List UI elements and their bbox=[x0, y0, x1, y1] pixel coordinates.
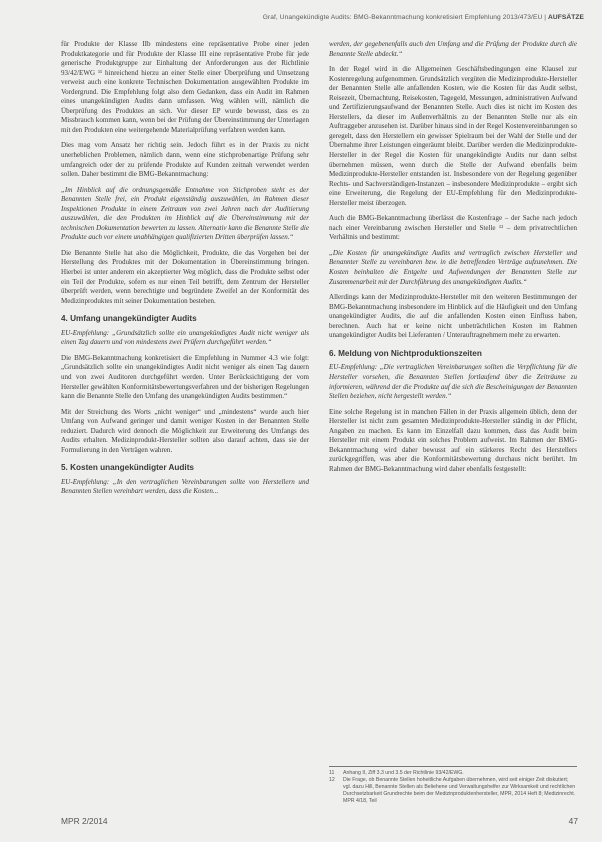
block-quote: EU-Empfehlung: „In den vertraglichen Vereinbarungen sollte von Herstellern und Benannten Stellen vereinbart werden, dass die Kosten... bbox=[61, 477, 309, 496]
left-column bbox=[61, 40, 309, 503]
right-column bbox=[329, 40, 577, 480]
block-quote: EU-Empfehlung: „Die vertraglichen Vereinbarungen sollten die Verpflichtung für die Hersteller vorsehen, die Benannten Stellen fortlaufend über die Zeiträume zu informieren, während der die Produkte auf die sich die Bescheinigungen der Benannten Stellen beziehen, nicht hergestellt werden.“ bbox=[329, 363, 577, 401]
paragraph: Dies mag vom Ansatz her richtig sein. Jedoch führt es in der Praxis zu nicht unerheblichen Problemen, nämlich dann, wenn eine stichprobenartige Prüfung sehr umfangreich oder der zu prüfende Produkte auf Kunden zeitnah verwendet werden sollen. Daher bestimmt die BMG-Bekanntmachung: bbox=[61, 141, 309, 179]
section-heading: 4. Umfang unangekündigter Audits bbox=[61, 314, 197, 324]
paragraph: Die BMG-Bekanntmachung konkretisiert die Empfehlung in Nummer 4.3 wie folgt: „Grundsätzlich sollte ein unangekündigtes Audit nicht weniger als einen Tag dauern und von zwei Auditoren durchgeführt werden. Unter Berücksichtigung der vom Hersteller gewählten Konformitätsbewertungsverfahren und der bisherigen Regelungen kann die Benannte Stelle den Umfang des unangekündigten Audits bestimmen.“ bbox=[61, 353, 309, 401]
footnote bbox=[329, 777, 577, 805]
block-quote: „Die Kosten für unangekündigte Audits und vertraglich zwischen Hersteller und Benannter Stelle zu vereinbaren bzw. in die betreffenden Verträge aufzunehmen. Die Kosten beinhalten die Entgelte und Aufwendungen der Benannten Stelle zur Zusammenarbeit mit der Durchführung des unangekündigten Audits.“ bbox=[329, 248, 577, 286]
footnotes bbox=[329, 766, 577, 805]
paragraph: Allerdings kann der Medizinprodukte-Hersteller mit den weiteren Bestimmungen der BMG-Bekanntmachung insbesondere im Hinblick auf die Häufigkeit und den Umfang unangekündigter Audits, die auf die anfallenden Kosten einen Einfluss haben, berechnen. Auch hat er keine nicht unbeträchtlichen Kosten im Rahmen unangekündigter Audits bei Lieferanten / Unterauftragnehmern mehr zu erwarten. bbox=[329, 293, 577, 340]
footnote-number: 11 bbox=[329, 770, 335, 776]
paragraph: Auch die BMG-Bekanntmachung überlässt die Kostenfrage – der Sache nach jedoch nach einer Vereinbarung zwischen Hersteller und Stelle ¹² – dem privatrechtlichen Verhältnis und bestimmt: bbox=[329, 214, 577, 242]
footnote-text: Anhang II, Ziff 3.3 und 3.5 der Richtlinie 93/42/EWG. bbox=[343, 770, 464, 776]
block-quote: werden, der gegebenenfalls auch den Umfang und die Prüfung der Produkte durch die Benannte Stelle abdeckt.“ bbox=[329, 40, 577, 58]
paragraph: Die Benannte Stelle hat also die Möglichkeit, Produkte, die das Vorgehen bei der Herstellung des Produktes mit der Dokumentation in Übereinstimmung bringen. Hierbei ist unter anderem ein akzeptierter Weg möglich, dass die Produkte selbst oder ein Teil der Produkte, sofern es nur einen Teil betrifft, dem Zentrum der Hersteller überprüft werden, wenn berechtigte und begründete Zweifel an der Konformität des Medizinproduktes mit seiner Dokumentation bestehen. bbox=[61, 248, 309, 305]
journal-issue: MPR 2/2014 bbox=[61, 816, 108, 826]
paragraph: Mit der Streichung des Worts „nicht weniger“ und „mindestens“ wurde auch hier Umfang von Aufwand geringer und damit weniger Kosten in der Benannten Stelle reduziert. Dadurch wird dennoch die Möglichkeit zur Erweiterung des Umfangs des Audits erhalten. Medizinprodukt-Hersteller sollten also darauf achten, dass sie der Formulierung in den Verträgen wahren. bbox=[61, 407, 309, 454]
block-quote: „Im Hinblick auf die ordnungsgemäße Entnahme von Stichproben steht es der Benannten Stelle frei, ein Produkt eigenständig auszuwählen, im Rahmen dieser Inspektionen Produkte in einem Zeitraum von zwei Jahren nach der Auditierung auszuwählen, die den Produkten im Hinblick auf die Übereinstimmung mit der technischen Dokumentation bewerten zu lassen. Alternativ kann die Benannte Stelle die Produkte auch vor einem unabhängigen qualifizierten Dritten überprüfen lassen.“ bbox=[61, 185, 309, 242]
footnote-number: 12 bbox=[329, 777, 335, 783]
header-section: AUFSÄTZE bbox=[548, 14, 584, 21]
header-title: Graf, Unangekündigte Audits: BMG-Bekanntmachung konkretisiert Empfehlung 2013/473/EU bbox=[262, 14, 543, 21]
paragraph: Eine solche Regelung ist in manchen Fällen in der Praxis allgemein üblich, denn der Hersteller ist nicht zum gesamten Medizinprodukte-Hersteller ständig in der Pflicht, Angaben zu machen. Es kann im Einzelfall dazu kommen, dass das Audit beim Hersteller mit einem Produkt ein solches Problem aufweist. Im Rahmen der BMG-Bekanntmachung wird daher bewusst auf ein stärkeres Recht des Herstellers zurückgegriffen, was aber die Konformitätsbewertung durchaus nicht berührt. Im Rahmen der BMG-Bekanntmachung wird daher ebenfalls festgestellt: bbox=[329, 407, 577, 473]
footnote-text: Die Frage, ob Benannte Stellen hoheitliche Aufgaben übernehmen, wird seit einiger Zeit diskutiert; vgl. dazu Hill, Benannte Stellen als Beliehene und Verwaltungshelfer zur Wirksamkeit und rechtlichen Durchsetzbarkeit Grundrechte beim der Medizinproduktenhersteller, MPR, 2014 Heft 8; Medizinrecht. MPR 4/18, Teil bbox=[343, 777, 576, 804]
paragraph: In der Regel wird in die Allgemeinen Geschäftsbedingungen eine Klausel zur Kostenregelung aufgenommen. Grundsätzlich vergüten die Medizinprodukte-Hersteller der Benannten Stelle alle anfallenden Kosten, wie die Kosten für das Audit selbst, Reisezeit, Übernachtung, Reisekosten, Tagegeld, Messungen, administrativen Aufwand und Zertifizierungsaufwand der Benannten Stelle. Auch dies ist nicht im Kosten des Herstellers, da dieser im Außenverhältnis zu der Benannten Stelle nur als ein Auftraggeber anzusehen ist. Darüber hinaus sind in der Regel Kostenvereinbarungen so geregelt, dass den Herstellern ein gewisser Spielraum bei der Wahl der Stelle und der Übernahme ihrer Leistungen eingeräumt bleibt. Darüber werden die Medizinprodukte-Hersteller in der Regel die Kosten für unangekündigte Audits nur dann selbst übernehmen müssen, wenn durch die Stelle der Aufwand ebenfalls beim Medizinprodukte-Hersteller entstanden ist. Insbesondere von der Regelung gegenüber Rechts- und Sachverständigen-Instanzen – insbesondere Medizinprodukte – ergibt sich eine Erweiterung, die Regelung der EU-Empfehlung für den Medizinprodukte-Hersteller meist überzogen. bbox=[329, 65, 577, 207]
block-quote: EU-Empfehlung: „Grundsätzlich sollte ein unangekündigtes Audit nicht weniger als einen Tag dauern und von mindestens zwei Prüfern durchgeführt werden.“ bbox=[61, 328, 309, 347]
section-heading: 5. Kosten unangekündigter Audits bbox=[61, 463, 194, 473]
running-header: Graf, Unangekündigte Audits: BMG-Bekanntmachung konkretisiert Empfehlung 2013/473/EU | AUFSÄTZE bbox=[262, 14, 584, 21]
page-number: 47 bbox=[568, 816, 578, 826]
footnote bbox=[329, 770, 577, 777]
section-heading: 6. Meldung von Nichtproduktionszeiten bbox=[329, 348, 482, 358]
paragraph: für Produkte der Klasse IIb mindestens eine repräsentative Probe einer jeden Produktkategorie und für Produkte der Klasse III eine repräsentative Probe für jede generische Produktgruppe zur Einhaltung der Anforderungen aus der Richtlinie 93/42/EWG ¹¹ hinreichend hierzu an einer Stelle einer Überprüfung und Umsetzung verweist auch eine konkrete Technischen Dokumentation ausgewählten Produkte im Vordergrund. Die Empfehlung folgt also dem Gedanken, dass ein Audit im Rahmen eines unangekündigten Audits dann umfassen. Weg wählen will, nämlich die Überprüfung des Produktes an sich. Vor dieser EP wurde bewusst, dass es zu Missbrauch kommen kann, wenn bei der Prüfung der Übereinstimmung der Unterlagen mit den Produkten eine weitergehende Materialprüfung verfahren werden kann. bbox=[61, 40, 309, 134]
